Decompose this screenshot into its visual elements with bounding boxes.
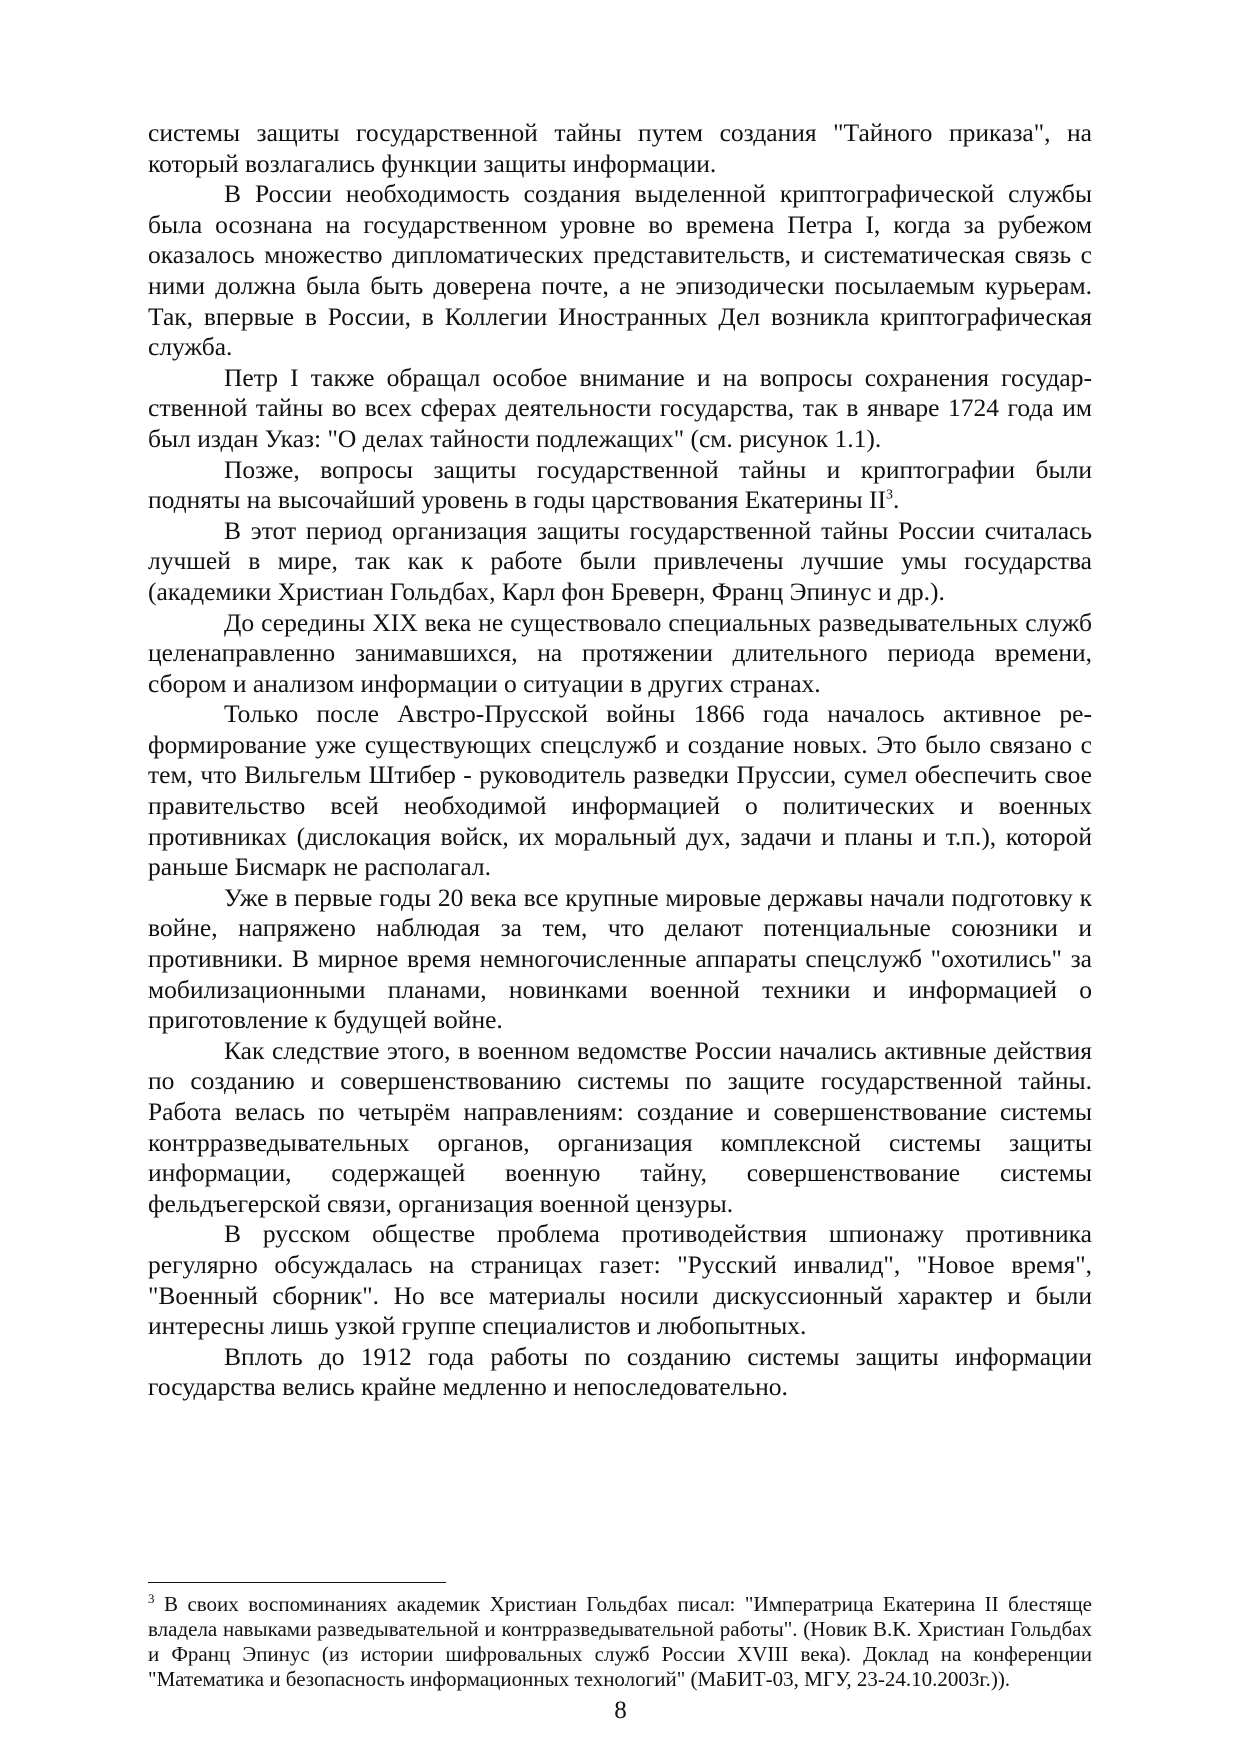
- paragraph-9: Как следствие этого, в военном ведомстве России начались активные действия по созданию и совершенствованию системы по защите государственной тайны. Работа велась по четырём направлениям: создание и совершенствование системы контрразведывательных органов, организация комплексной системы защиты информации, содержащей военную тайну, совершенствование системы фельдъегерской связи, организация военной цензуры.: [148, 1035, 1092, 1218]
- paragraph-11: Вплоть до 1912 года работы по созданию системы защиты информации государства велись крайне медленно и непоследовательно.: [148, 1341, 1092, 1402]
- main-text: [148, 118, 1092, 1403]
- footnote-separator: [148, 1582, 446, 1583]
- paragraph-10: В русском обществе проблема противодействия шпионажу противника регулярно обсуждалась на страницах газет: "Русский инвалид", "Новое время", "Военный сборник". Но все материалы носили дискуссионный характер и были интересны лишь узкой группе специалистов и любопытных.: [148, 1219, 1092, 1341]
- paragraph-4-end: .: [892, 485, 900, 515]
- footnote-number: 3: [148, 1591, 155, 1606]
- paragraph-4-text: Позже, вопросы защиты государственной тайны и криптографии были подняты на высочайший уровень в годы царствования Екатерины II: [148, 454, 1092, 515]
- paragraph-1: системы защиты государственной тайны путем создания "Тайного приказа", на который возлагались функции защиты информации.: [148, 118, 1092, 178]
- footnote-reference: 3: [885, 487, 893, 503]
- paragraph-6: До середины XIX века не существовало специальных разведывательных служб целенаправленно занимавшихся, на протяжении длительного периода времени, сбором и анализом информации о ситуации в других странах.: [148, 607, 1092, 698]
- paragraph-4: [148, 455, 1092, 516]
- page-number: 8: [614, 1697, 627, 1724]
- footnote: [148, 1592, 1092, 1692]
- paragraph-5: В этот период организация защиты государственной тайны России считалась лучшей в мире, так как к работе были привлечены лучшие умы государства (академики Христиан Гольдбах, Карл фон Бреверн, Франц Эпинус и др.).: [148, 515, 1092, 606]
- paragraph-3: Петр I также обращал особое внимание и на вопросы сохранения государственной тайны во всех сферах деятельности государства, так в январе 1724 года им был издан Указ: "О делах тайности подлежащих" (см. рисунок 1.1).: [148, 362, 1092, 453]
- footnote-text: В своих воспоминаниях академик Христиан Гольдбах писал: "Императрица Екатерина II блестяще владела навыками разведывательной и контрразведывательной работы". (Новик В.К. Христиан Гольдбах и Франц Эпинус (из истории шифровальных служб России XVIII века). Доклад на конференции "Математика и безопасность информационных технологий" (МаБИТ-03, МГУ, 23-24.10.2003г.)).: [148, 1592, 1092, 1691]
- paragraph-2: В России необходимость создания выделенной криптографической службы была осознана на государственном уровне во времена Петра I, когда за рубежом оказалось множество дипломатических представительств, и систематическая связь с ними должна была быть доверена почте, а не эпизодически посылаемым курьерам. Так, впервые в России, в Коллегии Иностранных Дел возникла криптографическая служба.: [148, 179, 1092, 362]
- paragraph-8: Уже в первые годы 20 века все крупные мировые державы начали подготовку к войне, напряжено наблюдая за тем, что делают потенциальные союзники и противники. В мирное время немногочисленные аппараты спецслужб "охотились" за мобилизационными планами, новинками военной техники и информацией о приготовление к будущей войне.: [148, 882, 1092, 1035]
- paragraph-7: Только после Австро-Прусской войны 1866 года началось активное реформирование уже существующих спецслужб и создание новых. Это было связано с тем, что Вильгельм Штибер - руководитель разведки Пруссии, сумел обеспечить свое правительство всей необходимой информацией о политических и военных противниках (дислокация войск, их моральный дух, задачи и планы и т.п.), которой раньше Бисмарк не располагал.: [148, 699, 1092, 882]
